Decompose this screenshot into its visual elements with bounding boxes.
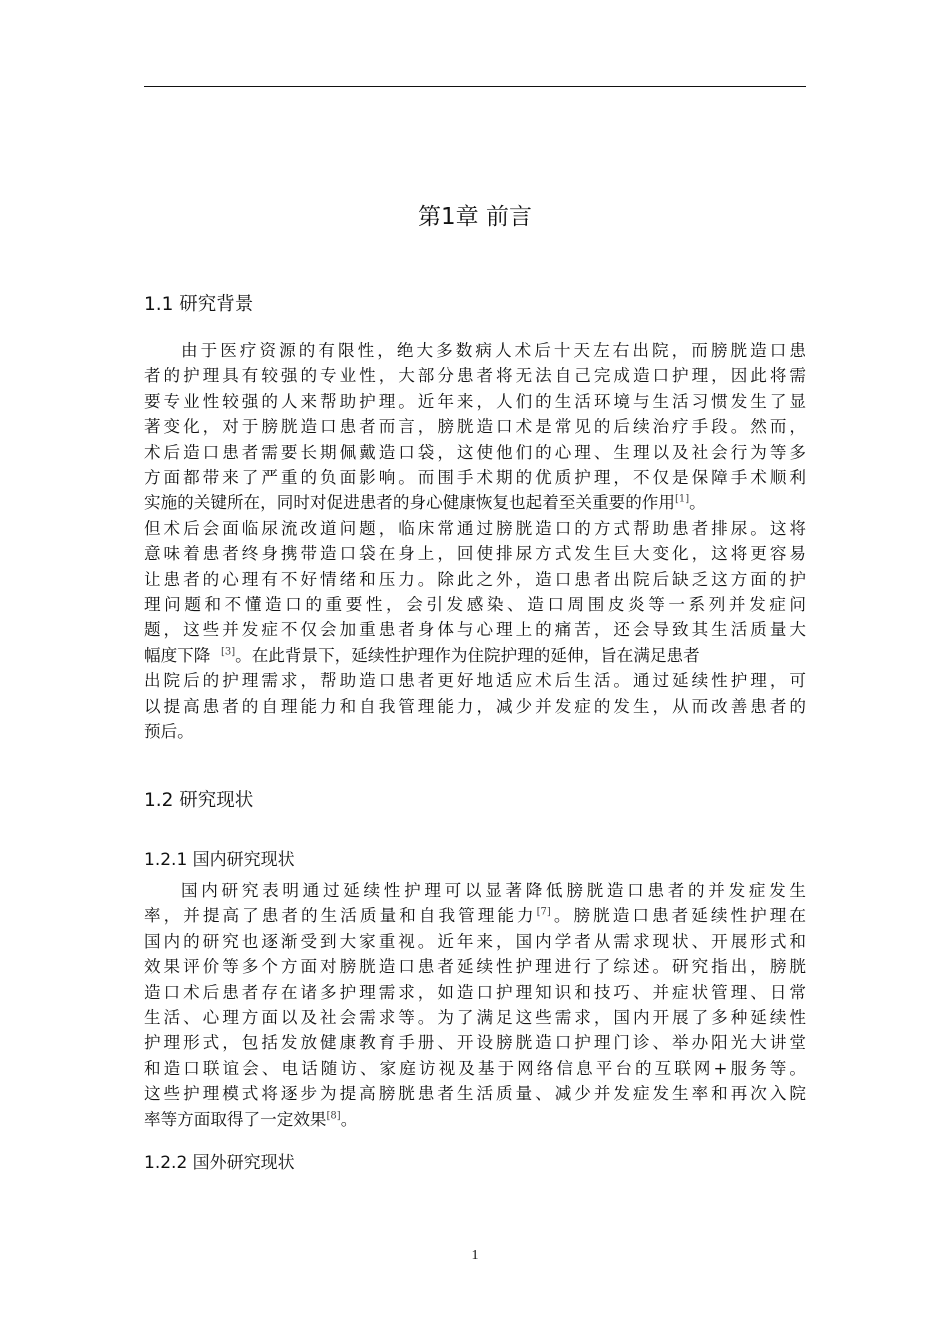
text-line: 术后造口患者需要长期佩戴造口袋，这使他们的心理、生理以及社会行为等多 — [144, 442, 806, 462]
text-line: 出院后的护理需求，帮助造口患者更好地适应术后生活。通过延续性护理，可 — [144, 671, 806, 691]
paragraph-research-background — [144, 338, 806, 745]
text-line: 护理形式，包括发放健康教育手册、开设膀胱造口护理门诊、举办阳光大讲堂 — [144, 1033, 806, 1053]
text-line: 造口术后患者存在诸多护理需求，如造口护理知识和技巧、并症状管理、日常 — [144, 982, 806, 1002]
text-segment: 。在此背景下，延续性护理作为住院护理的延伸，旨在满足患者 — [235, 645, 700, 665]
text-line: 意味着患者终身携带造口袋在身上，回使排尿方式发生巨大变化，这将更容易 — [144, 544, 806, 564]
text-line: 预后。 — [144, 722, 194, 742]
text-line: 国内研究表明通过延续性护理可以显著降低膀胱造口患者的并发症发生 — [181, 881, 806, 900]
section-heading-1-2-2: 1.2.2 国外研究现状 — [144, 1153, 295, 1173]
citation-ref: [8] — [326, 1110, 341, 1122]
text-line — [144, 903, 806, 928]
text-line: 理问题和不懂造口的重要性，会引发感染、造口周围皮炎等一系列并发症问 — [144, 595, 806, 615]
text-line: 者的护理具有较强的专业性，大部分患者将无法自己完成造口护理，因此将需 — [144, 366, 806, 386]
text-line: 但术后会面临尿流改道问题，临床常通过膀胱造口的方式帮助患者排尿。这将 — [144, 518, 806, 538]
text-line: 效果评价等多个方面对膀胱造口患者延续性护理进行了综述。研究指出，膀胱 — [144, 957, 806, 977]
text-line: 和造口联谊会、电话随访、家庭访视及基于网络信息平台的互联网+服务等。 — [144, 1058, 806, 1078]
text-segment: 。膀胱造口患者延续性护理在 — [550, 906, 807, 926]
text-segment: 实施的关键所在，同时对促进患者的身心健康恢复也起着至关重要的作用 — [144, 493, 675, 513]
text-line — [144, 1107, 806, 1132]
citation-ref: [3] — [220, 646, 236, 658]
paragraph-domestic-research — [144, 878, 806, 1132]
section-heading-1-1: 1.1 研究背景 — [144, 294, 254, 315]
text-segment: 率等方面取得了一定效果 — [144, 1109, 327, 1129]
text-segment: 幅度下降 — [144, 645, 211, 665]
text-segment: 。 — [689, 493, 706, 513]
section-heading-1-2: 1.2 研究现状 — [144, 790, 254, 811]
text-line: 国内的研究也逐渐受到大家重视。近年来，国内学者从需求现状、开展形式和 — [144, 931, 806, 951]
section-heading-1-2-1: 1.2.1 国内研究现状 — [144, 850, 295, 870]
text-line: 让患者的心理有不好情绪和压力。除此之外，造口患者出院后缺乏这方面的护 — [144, 569, 806, 589]
text-line: 以提高患者的自理能力和自我管理能力，减少并发症的发生，从而改善患者的 — [144, 696, 806, 716]
text-segment: 。 — [340, 1109, 358, 1129]
header-rule — [144, 86, 806, 87]
text-segment: 率，并提高了患者的生活质量和自我管理能力 — [144, 906, 537, 926]
text-line: 要专业性较强的人来帮助护理。近年来，人们的生活环境与生活习惯发生了显 — [144, 391, 806, 411]
text-line: 著变化，对于膀胱造口患者而言，膀胱造口术是常见的后续治疗手段。然而， — [144, 417, 806, 437]
chapter-title: 第1章 前言 — [418, 204, 532, 230]
text-line: 方面都带来了严重的负面影响。而围手术期的优质护理，不仅是保障手术顺利 — [144, 468, 806, 488]
text-line: 由于医疗资源的有限性，绝大多数病人术后十天左右出院，而膀胱造口患 — [181, 341, 806, 360]
citation-ref: [1] — [675, 493, 690, 505]
text-line: 题，这些并发症不仅会加重患者身体与心理上的痛苦，还会导致其生活质量大 — [144, 620, 806, 640]
page-number: 1 — [471, 1248, 479, 1263]
citation-ref: [7] — [536, 906, 551, 918]
text-line — [144, 643, 806, 668]
text-line: 生活、心理方面以及社会需求等。为了满足这些需求，国内开展了多种延续性 — [144, 1008, 806, 1028]
text-line — [144, 490, 806, 515]
text-line: 这些护理模式将逐步为提高膀胱患者生活质量、减少并发症发生率和再次入院 — [144, 1084, 806, 1104]
